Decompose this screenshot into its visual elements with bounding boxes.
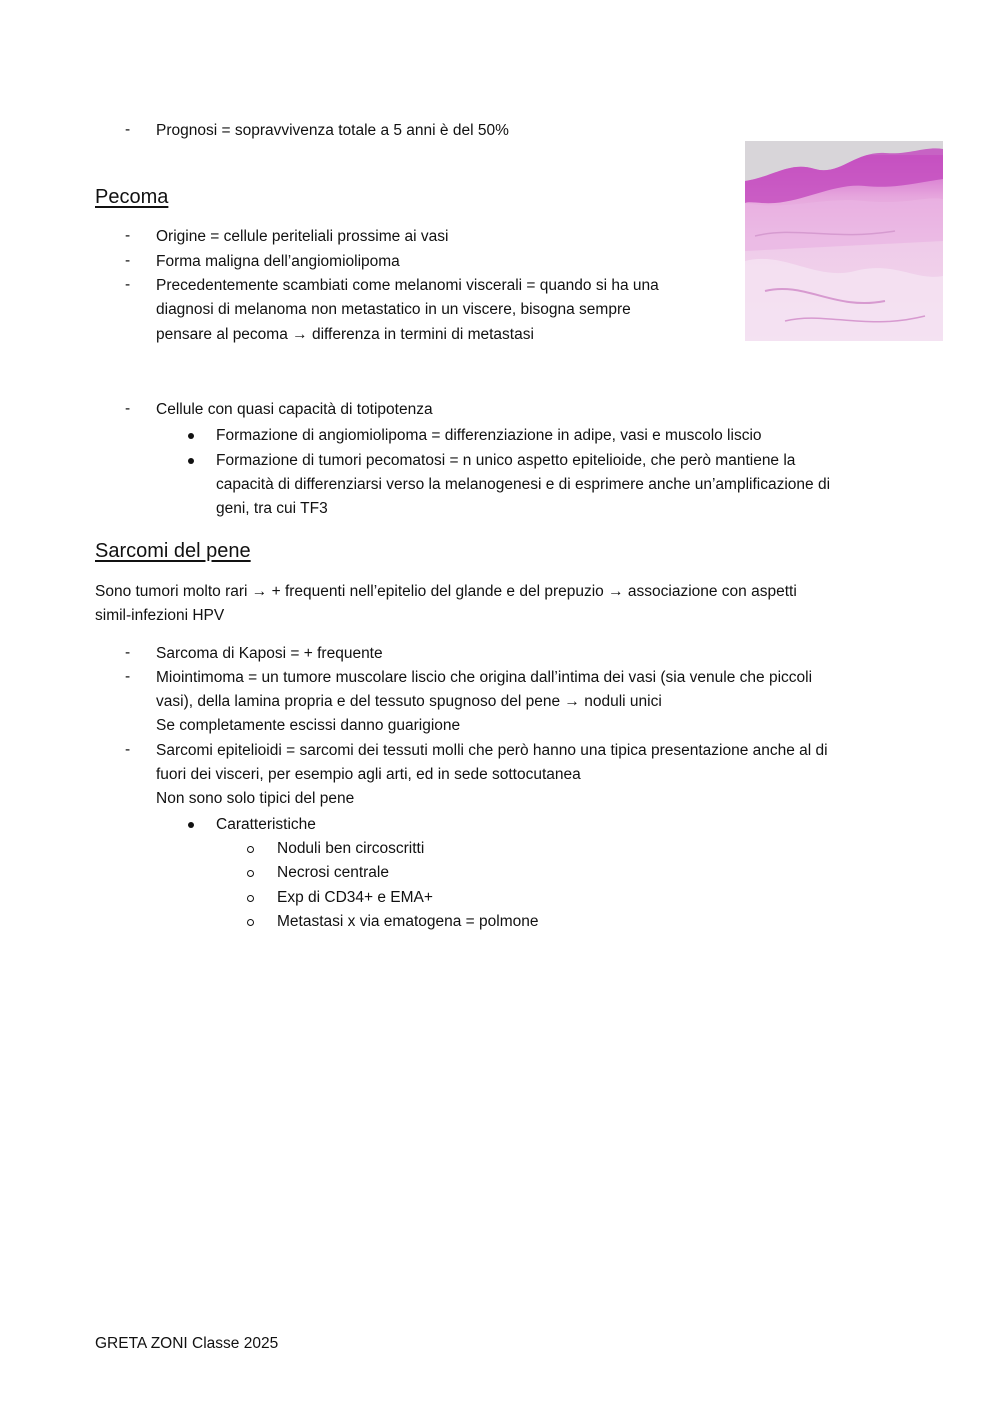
sarcomi-heading: Sarcomi del pene [95,540,251,562]
pecoma-sub: Formazione di tumori pecomatosi = n unico aspetto epitelioide, che però mantiene la [216,452,796,469]
cellule-item: Cellule con quasi capacità di totipotenza [156,401,433,418]
caratteristica-item: Metastasi x via ematogena = polmone [277,913,539,930]
caratteristiche-label: Caratteristiche [216,816,316,833]
bullet-circle [247,870,254,877]
list-dash: - [125,227,131,244]
sarcomi-item-cont: vasi), della lamina propria e del tessuto spugnoso del pene → noduli unici [156,693,662,710]
bullet-dot [188,458,194,464]
bullet-circle [247,895,254,902]
sarcomi-item: Sarcomi epitelioidi = sarcomi dei tessuti molli che però hanno una tipica presentazione anche al di [156,742,828,759]
pecoma-heading: Pecoma [95,186,169,208]
pecoma-sub: Formazione di angiomiolipoma = differenziazione in adipe, vasi e muscolo liscio [216,427,762,444]
bullet-dot [188,822,194,828]
sarcomi-intro: Sono tumori molto rari → + frequenti nell’epitelio del glande e del prepuzio → associazione con aspetti [95,583,797,600]
list-dash: - [125,252,131,269]
pecoma-item: Origine = cellule periteliali prossime ai vasi [156,228,449,245]
prognosi-text: Prognosi = sopravvivenza totale a 5 anni è del 50% [156,122,509,139]
list-dash: - [125,276,131,293]
page-footer: GRETA ZONI Classe 2025 [95,1335,279,1352]
bullet-circle [247,846,254,853]
pecoma-sub-cont: geni, tra cui TF3 [216,500,328,517]
pecoma-item-cont: pensare al pecoma → differenza in termini di metastasi [156,326,534,343]
list-dash: - [125,668,131,685]
caratteristica-item: Exp di CD34+ e EMA+ [277,889,433,906]
bullet-circle [247,919,254,926]
sarcomi-item: Sarcoma di Kaposi = + frequente [156,645,383,662]
caratteristica-item: Necrosi centrale [277,864,389,881]
list-dash: - [125,400,131,417]
pecoma-item: Precedentemente scambiati come melanomi viscerali = quando si ha una [156,277,659,294]
sarcomi-item-cont: fuori dei visceri, per esempio agli arti, ed in sede sottocutanea [156,766,581,783]
sarcomi-item-cont: Se completamente escissi danno guarigione [156,717,461,734]
list-dash: - [125,121,131,138]
sarcomi-item-cont: Non sono solo tipici del pene [156,790,355,807]
pecoma-sub-cont: capacità di differenziarsi verso la melanogenesi e di esprimere anche un’amplificazione di [216,476,831,493]
histology-image [745,141,943,341]
sarcomi-item: Miointimoma = un tumore muscolare liscio che origina dall’intima dei vasi (sia venule che piccoli [156,669,813,686]
list-dash: - [125,644,131,661]
pecoma-item: Forma maligna dell’angiomiolipoma [156,253,400,270]
caratteristica-item: Noduli ben circoscritti [277,840,425,857]
bullet-dot [188,433,194,439]
sarcomi-intro: simil-infezioni HPV [95,607,225,624]
list-dash: - [125,741,131,758]
pecoma-item-cont: diagnosi di melanoma non metastatico in un viscere, bisogna sempre [156,301,631,318]
